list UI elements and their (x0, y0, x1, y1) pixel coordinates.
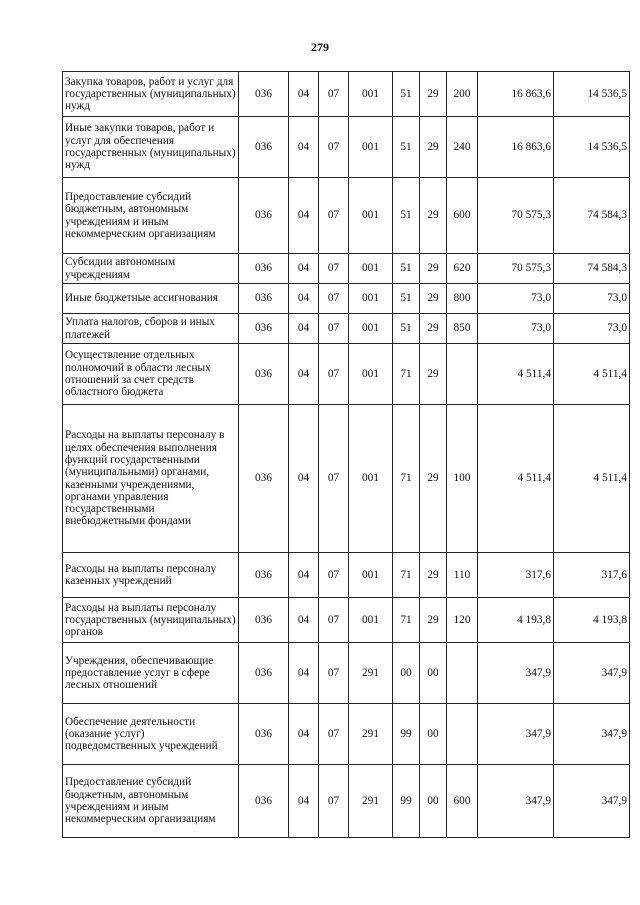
target-article-part2: 00 (393, 643, 420, 704)
table-row (63, 178, 630, 254)
amount-year-2: 74 584,3 (554, 178, 630, 254)
expense-type-code (447, 344, 478, 405)
expense-type-code (447, 643, 478, 704)
grbs-code: 036 (239, 117, 289, 178)
section-code: 04 (289, 765, 319, 838)
table-row (63, 284, 630, 314)
target-article-part3: 29 (420, 314, 447, 344)
target-article-part1: 001 (349, 117, 393, 178)
row-name: Обеспечение деятельности (оказание услуг) подведомственных учреждений (63, 704, 239, 765)
subsection-code: 07 (319, 284, 349, 314)
section-code: 04 (289, 553, 319, 598)
target-article-part2: 51 (393, 72, 420, 117)
amount-year-2: 347,9 (554, 704, 630, 765)
amount-year-2: 73,0 (554, 314, 630, 344)
amount-year-2: 347,9 (554, 765, 630, 838)
target-article-part3: 29 (420, 598, 447, 643)
amount-year-1: 347,9 (478, 704, 554, 765)
row-name: Расходы на выплаты персоналу государственных (муниципальных) органов (63, 598, 239, 643)
subsection-code: 07 (319, 117, 349, 178)
amount-year-1: 73,0 (478, 284, 554, 314)
grbs-code: 036 (239, 704, 289, 765)
row-name: Иные бюджетные ассигнования (63, 284, 239, 314)
row-name: Предоставление субсидий бюджетным, автономным учреждениям и иным некоммерческим организациям (63, 178, 239, 254)
grbs-code: 036 (239, 72, 289, 117)
target-article-part1: 001 (349, 598, 393, 643)
grbs-code: 036 (239, 405, 289, 553)
table-row (63, 72, 630, 117)
subsection-code: 07 (319, 598, 349, 643)
target-article-part1: 001 (349, 344, 393, 405)
table-row (63, 553, 630, 598)
section-code: 04 (289, 178, 319, 254)
subsection-code: 07 (319, 314, 349, 344)
section-code: 04 (289, 704, 319, 765)
target-article-part3: 29 (420, 344, 447, 405)
amount-year-2: 14 536,5 (554, 117, 630, 178)
amount-year-2: 317,6 (554, 553, 630, 598)
target-article-part3: 29 (420, 284, 447, 314)
table-row (63, 344, 630, 405)
target-article-part1: 001 (349, 254, 393, 284)
table-row (63, 254, 630, 284)
amount-year-1: 4 193,8 (478, 598, 554, 643)
target-article-part1: 001 (349, 553, 393, 598)
target-article-part2: 71 (393, 553, 420, 598)
target-article-part3: 29 (420, 254, 447, 284)
target-article-part3: 29 (420, 405, 447, 553)
row-name: Расходы на выплаты персоналу казенных учреждений (63, 553, 239, 598)
section-code: 04 (289, 405, 319, 553)
row-name: Предоставление субсидий бюджетным, автономным учреждениям и иным некоммерческим организациям (63, 765, 239, 838)
subsection-code: 07 (319, 254, 349, 284)
amount-year-1: 16 863,6 (478, 117, 554, 178)
target-article-part3: 29 (420, 553, 447, 598)
target-article-part2: 99 (393, 765, 420, 838)
grbs-code: 036 (239, 553, 289, 598)
amount-year-2: 74 584,3 (554, 254, 630, 284)
target-article-part3: 00 (420, 765, 447, 838)
row-name: Закупка товаров, работ и услуг для государственных (муниципальных) нужд (63, 72, 239, 117)
subsection-code: 07 (319, 344, 349, 405)
target-article-part3: 29 (420, 72, 447, 117)
expense-type-code: 600 (447, 178, 478, 254)
budget-table (62, 71, 630, 838)
section-code: 04 (289, 72, 319, 117)
grbs-code: 036 (239, 643, 289, 704)
target-article-part2: 51 (393, 117, 420, 178)
amount-year-2: 4 193,8 (554, 598, 630, 643)
expense-type-code: 600 (447, 765, 478, 838)
amount-year-1: 70 575,3 (478, 254, 554, 284)
target-article-part1: 001 (349, 178, 393, 254)
table-row (63, 314, 630, 344)
target-article-part2: 51 (393, 314, 420, 344)
section-code: 04 (289, 117, 319, 178)
grbs-code: 036 (239, 765, 289, 838)
grbs-code: 036 (239, 344, 289, 405)
amount-year-1: 317,6 (478, 553, 554, 598)
row-name: Расходы на выплаты персоналу в целях обеспечения выполнения функций государственными (муниципальными) органами, казенными учреждениями, органами управления государственными внебюджетными фондами (63, 405, 239, 553)
target-article-part3: 00 (420, 704, 447, 765)
expense-type-code: 120 (447, 598, 478, 643)
target-article-part2: 71 (393, 598, 420, 643)
amount-year-1: 70 575,3 (478, 178, 554, 254)
amount-year-1: 4 511,4 (478, 405, 554, 553)
target-article-part2: 51 (393, 178, 420, 254)
amount-year-1: 347,9 (478, 765, 554, 838)
expense-type-code: 100 (447, 405, 478, 553)
amount-year-2: 73,0 (554, 284, 630, 314)
table-body (63, 72, 630, 838)
amount-year-2: 4 511,4 (554, 405, 630, 553)
section-code: 04 (289, 643, 319, 704)
expense-type-code (447, 704, 478, 765)
target-article-part2: 51 (393, 254, 420, 284)
target-article-part1: 001 (349, 405, 393, 553)
amount-year-1: 347,9 (478, 643, 554, 704)
subsection-code: 07 (319, 405, 349, 553)
expense-type-code: 850 (447, 314, 478, 344)
grbs-code: 036 (239, 598, 289, 643)
target-article-part2: 99 (393, 704, 420, 765)
subsection-code: 07 (319, 72, 349, 117)
section-code: 04 (289, 598, 319, 643)
target-article-part2: 71 (393, 405, 420, 553)
table-row (63, 643, 630, 704)
row-name: Осуществление отдельных полномочий в области лесных отношений за счет средств областного бюджета (63, 344, 239, 405)
expense-type-code: 800 (447, 284, 478, 314)
subsection-code: 07 (319, 553, 349, 598)
target-article-part2: 51 (393, 284, 420, 314)
subsection-code: 07 (319, 643, 349, 704)
table-row (63, 765, 630, 838)
target-article-part3: 00 (420, 643, 447, 704)
target-article-part1: 291 (349, 765, 393, 838)
target-article-part1: 291 (349, 704, 393, 765)
amount-year-2: 347,9 (554, 643, 630, 704)
target-article-part1: 001 (349, 284, 393, 314)
table-row (63, 704, 630, 765)
row-name: Учреждения, обеспечивающие предоставление услуг в сфере лесных отношений (63, 643, 239, 704)
target-article-part1: 291 (349, 643, 393, 704)
subsection-code: 07 (319, 178, 349, 254)
table-row (63, 598, 630, 643)
target-article-part2: 71 (393, 344, 420, 405)
target-article-part3: 29 (420, 117, 447, 178)
subsection-code: 07 (319, 765, 349, 838)
section-code: 04 (289, 344, 319, 405)
amount-year-1: 16 863,6 (478, 72, 554, 117)
table-row (63, 405, 630, 553)
target-article-part1: 001 (349, 72, 393, 117)
section-code: 04 (289, 314, 319, 344)
section-code: 04 (289, 254, 319, 284)
row-name: Субсидии автономным учреждениям (63, 254, 239, 284)
page-number: 279 (311, 40, 329, 54)
expense-type-code: 110 (447, 553, 478, 598)
expense-type-code: 620 (447, 254, 478, 284)
target-article-part3: 29 (420, 178, 447, 254)
row-name: Уплата налогов, сборов и иных платежей (63, 314, 239, 344)
grbs-code: 036 (239, 284, 289, 314)
subsection-code: 07 (319, 704, 349, 765)
grbs-code: 036 (239, 178, 289, 254)
amount-year-1: 73,0 (478, 314, 554, 344)
section-code: 04 (289, 284, 319, 314)
row-name: Иные закупки товаров, работ и услуг для обеспечения государственных (муниципальных) нужд (63, 117, 239, 178)
expense-type-code: 240 (447, 117, 478, 178)
amount-year-1: 4 511,4 (478, 344, 554, 405)
amount-year-2: 4 511,4 (554, 344, 630, 405)
table-row (63, 117, 630, 178)
grbs-code: 036 (239, 314, 289, 344)
grbs-code: 036 (239, 254, 289, 284)
target-article-part1: 001 (349, 314, 393, 344)
amount-year-2: 14 536,5 (554, 72, 630, 117)
expense-type-code: 200 (447, 72, 478, 117)
